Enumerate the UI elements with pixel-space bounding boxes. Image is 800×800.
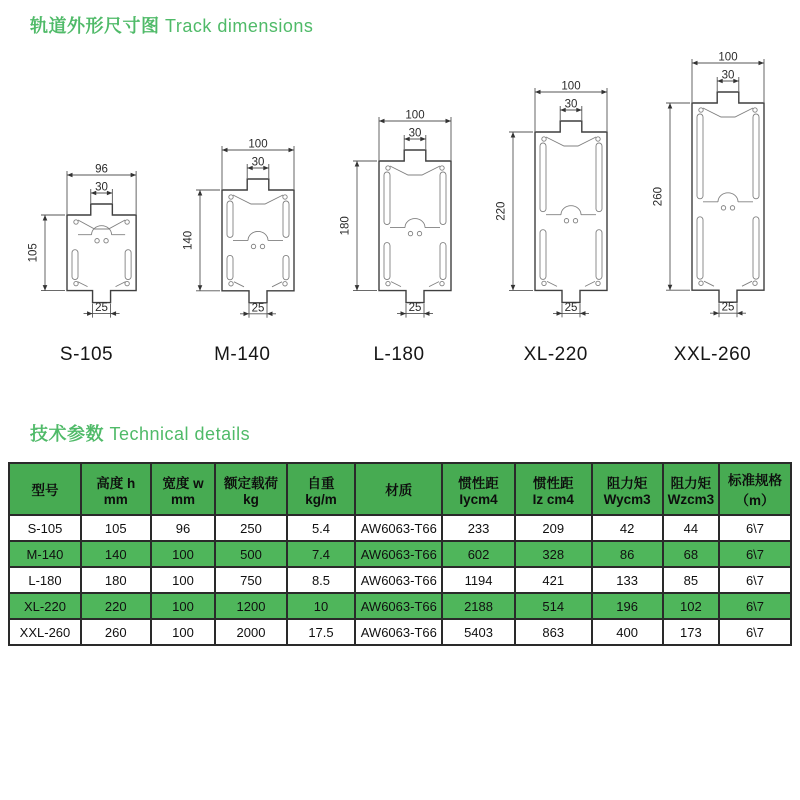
- table-cell: 233: [442, 515, 515, 541]
- table-cell: 85: [663, 567, 719, 593]
- table-cell: 133: [592, 567, 663, 593]
- table-row-l-180: [9, 567, 791, 593]
- svg-text:25: 25: [721, 301, 735, 314]
- profile-figure-xl-220: [488, 81, 623, 366]
- profile-label: XXL-260: [673, 344, 752, 365]
- table-cell: 1200: [215, 593, 286, 619]
- column-header: 阻力矩 Wycm3: [592, 463, 663, 515]
- table-cell: 220: [81, 593, 151, 619]
- table-cell: 10: [287, 593, 356, 619]
- table-cell: 6\7: [719, 567, 791, 593]
- table-cell: AW6063-T66: [355, 619, 442, 645]
- table-cell: M-140: [9, 541, 81, 567]
- svg-text:30: 30: [408, 127, 421, 140]
- svg-text:96: 96: [95, 164, 108, 176]
- profile-drawing-s-105: [20, 164, 153, 329]
- technical-details-table: [8, 462, 792, 646]
- svg-text:30: 30: [564, 98, 578, 111]
- table-cell: 514: [515, 593, 592, 619]
- column-header: 材质: [355, 463, 442, 515]
- table-cell: 750: [215, 567, 286, 593]
- title-track-dimensions-en: Track dimensions: [159, 16, 314, 36]
- svg-text:100: 100: [718, 52, 738, 64]
- table-cell: 180: [81, 567, 151, 593]
- table-cell: 6\7: [719, 541, 791, 567]
- table-cell: XL-220: [9, 593, 81, 619]
- table-row-xl-220: [9, 593, 791, 619]
- table-cell: 250: [215, 515, 286, 541]
- table-cell: 8.5: [287, 567, 356, 593]
- svg-text:30: 30: [95, 181, 108, 194]
- svg-text:260: 260: [652, 187, 665, 207]
- table-row-xxl-260: [9, 619, 791, 645]
- table-cell: 102: [663, 593, 719, 619]
- table-header-row: [9, 463, 791, 515]
- column-header: 惯性距 Iycm4: [442, 463, 515, 515]
- profile-label: L-180: [373, 344, 425, 365]
- table-cell: 68: [663, 541, 719, 567]
- profile-figure-l-180: [332, 110, 467, 366]
- section-title-track-dimensions: [30, 14, 792, 38]
- section-title-technical-details: [30, 422, 792, 446]
- svg-text:100: 100: [248, 139, 268, 151]
- table-cell: AW6063-T66: [355, 567, 442, 593]
- column-header: 宽度 w mm: [151, 463, 216, 515]
- table-cell: 44: [663, 515, 719, 541]
- svg-text:25: 25: [251, 302, 265, 315]
- table-cell: 96: [151, 515, 216, 541]
- table-cell: 602: [442, 541, 515, 567]
- table-cell: 6\7: [719, 593, 791, 619]
- svg-text:30: 30: [721, 69, 735, 82]
- profile-label: M-140: [214, 344, 271, 365]
- title-technical-details-en: Technical details: [104, 424, 251, 444]
- table-cell: AW6063-T66: [355, 541, 442, 567]
- table-cell: 260: [81, 619, 151, 645]
- column-header: 自重 kg/m: [287, 463, 356, 515]
- column-header: 标准规格 （m）: [719, 463, 791, 515]
- table-row-s-105: [9, 515, 791, 541]
- title-technical-details-zh: 技术参数: [30, 424, 104, 444]
- table-cell: S-105: [9, 515, 81, 541]
- svg-text:180: 180: [339, 216, 351, 236]
- table-cell: 400: [592, 619, 663, 645]
- table-cell: 100: [151, 541, 216, 567]
- profile-label: XL-220: [523, 344, 588, 365]
- table-cell: 1194: [442, 567, 515, 593]
- table-cell: 6\7: [719, 515, 791, 541]
- profile-figure-s-105: [20, 164, 153, 366]
- profile-figure-m-140: [175, 139, 310, 366]
- svg-text:220: 220: [495, 201, 508, 221]
- profile-figures-row: [8, 44, 792, 366]
- profile-drawing-m-140: [175, 139, 310, 329]
- column-header: 型号: [9, 463, 81, 515]
- table-row-m-140: [9, 541, 791, 567]
- svg-text:25: 25: [408, 302, 421, 315]
- column-header: 惯性距 Iz cm4: [515, 463, 592, 515]
- table-cell: 7.4: [287, 541, 356, 567]
- title-track-dimensions-zh: 轨道外形尺寸图: [30, 16, 160, 36]
- svg-text:30: 30: [251, 156, 265, 169]
- profile-drawing-l-180: [332, 110, 467, 329]
- table-cell: 209: [515, 515, 592, 541]
- column-header: 额定载荷 kg: [215, 463, 286, 515]
- table-cell: 196: [592, 593, 663, 619]
- column-header: 高度 h mm: [81, 463, 151, 515]
- table-cell: 6\7: [719, 619, 791, 645]
- table-cell: 5403: [442, 619, 515, 645]
- table-cell: 42: [592, 515, 663, 541]
- svg-text:25: 25: [564, 301, 578, 314]
- table-cell: L-180: [9, 567, 81, 593]
- table-cell: 173: [663, 619, 719, 645]
- table-cell: 100: [151, 567, 216, 593]
- profile-drawing-xl-220: [488, 81, 623, 329]
- table-cell: 86: [592, 541, 663, 567]
- table-cell: 140: [81, 541, 151, 567]
- table-cell: AW6063-T66: [355, 515, 442, 541]
- column-header: 阻力矩 Wzcm3: [663, 463, 719, 515]
- svg-text:105: 105: [27, 243, 40, 263]
- table-cell: 2000: [215, 619, 286, 645]
- svg-text:140: 140: [182, 230, 195, 250]
- table-cell: 500: [215, 541, 286, 567]
- table-cell: 105: [81, 515, 151, 541]
- svg-text:100: 100: [561, 81, 581, 93]
- svg-text:100: 100: [404, 110, 425, 122]
- profile-label: S-105: [59, 344, 114, 365]
- table-cell: 5.4: [287, 515, 356, 541]
- table-cell: 863: [515, 619, 592, 645]
- table-cell: AW6063-T66: [355, 593, 442, 619]
- table-cell: 100: [151, 593, 216, 619]
- table-cell: 100: [151, 619, 216, 645]
- table-cell: 17.5: [287, 619, 356, 645]
- svg-text:25: 25: [95, 302, 108, 315]
- table-cell: 2188: [442, 593, 515, 619]
- profile-figure-xxl-260: [645, 52, 780, 366]
- table-cell: 328: [515, 541, 592, 567]
- table-cell: XXL-260: [9, 619, 81, 645]
- table-cell: 421: [515, 567, 592, 593]
- profile-drawing-xxl-260: [645, 52, 780, 329]
